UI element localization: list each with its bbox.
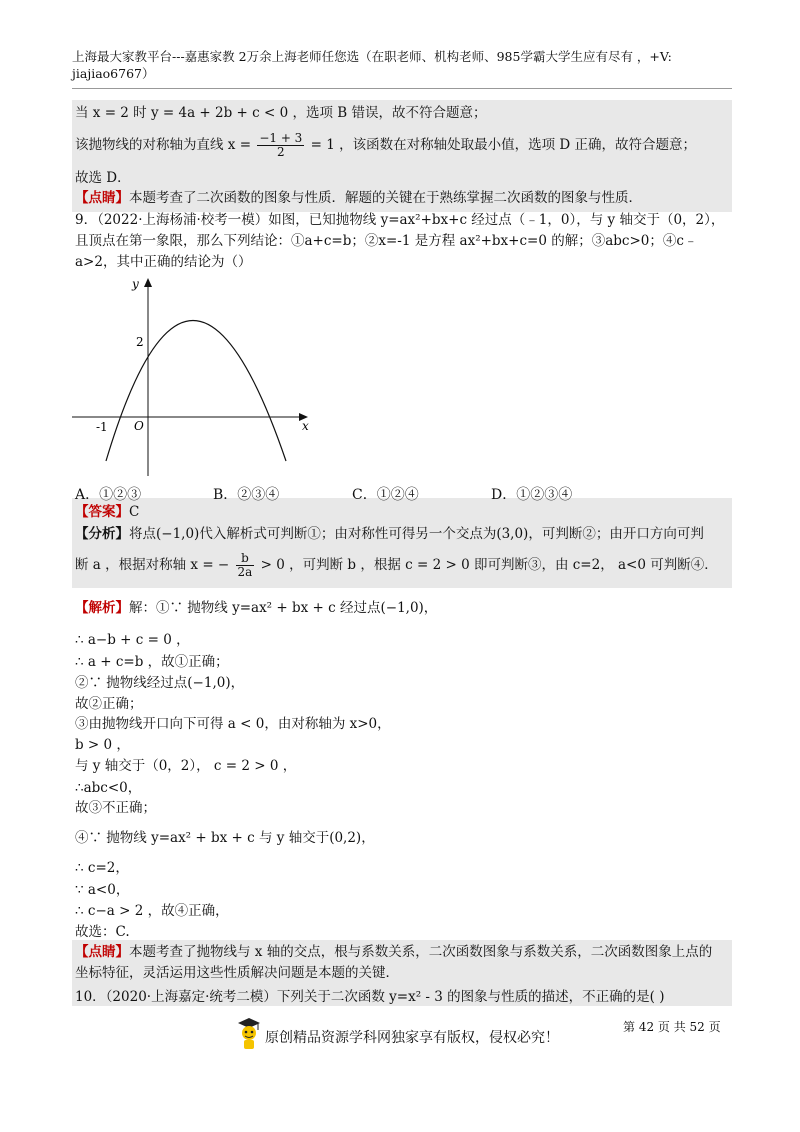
q9-analysis-1: 【分析】将点(−1,0)代入解析式可判断①；由对称性可得另一个交点为(3,0)，可判断②；由开口方向可判: [75, 526, 704, 542]
q9-solution-11: ④∵ 抛物线 y=ax² + bx + c 与 y 轴交于(0,2)，: [75, 830, 375, 846]
page-header: 上海最大家教平台---嘉惠家教 2万余上海老师任您选（在职老师、机构老师、985学霸大学生应有尽有 ，+V: jiajiao6767）: [72, 49, 672, 81]
prev-comment: 【点睛】本题考查了二次函数的图象与性质．解题的关键在于熟练掌握二次函数的图象与性质．: [75, 190, 642, 206]
q9-solution-9: ∴abc<0，: [75, 780, 142, 796]
option-a: A．①②③: [75, 487, 142, 503]
y-tick-label: 2: [136, 335, 144, 349]
parabola-curve: [106, 321, 286, 462]
q9-solution-6: ③由抛物线开口向下可得 a < 0，由对称轴为 x>0，: [75, 716, 391, 732]
page-number: 第 42 页 共 52 页: [623, 1020, 721, 1034]
copyright-notice: 原创精品资源学科网独家享有版权，侵权必究！: [265, 1030, 559, 1046]
q9-answer: 【答案】C: [75, 504, 140, 520]
option-b: B．②③④: [213, 487, 280, 503]
prev-line-2: 该抛物线的对称轴为直线 x = $\frac{-1 + 3}{2}$ = 1 ，该函数在对称轴处取最小值，选项 D 正确，故符合题意；: [75, 131, 697, 159]
q9-solution-3: ∴ a + c=b ，故①正确；: [75, 654, 229, 670]
q9-solution-4: ②∵ 抛物线经过点(−1,0)，: [75, 675, 245, 691]
q9-solution-13: ∵ a<0，: [75, 882, 130, 898]
q9-solution-14: ∴ c−a > 2 ，故④正确，: [75, 903, 229, 919]
x-tick-label: -1: [96, 420, 108, 434]
header-rule: [72, 88, 732, 89]
q9-solution-2: ∴ a−b + c = 0 ，: [75, 632, 190, 648]
q9-solution-5: 故②正确；: [75, 696, 143, 712]
q10-stem: 10．（2020·上海嘉定·统考二模）下列关于二次函数 y=x² - 3 的图象与性质的描述，不正确的是( ): [75, 989, 665, 1005]
q9-solution-12: ∴ c=2，: [75, 860, 129, 876]
prev-line-3: 故选 D．: [75, 170, 131, 186]
parabola-graph: [70, 276, 320, 481]
option-c: C．①②④: [352, 487, 419, 503]
y-axis-arrow: [144, 278, 152, 287]
q9-solution-8: 与 y 轴交于（0，2）， c = 2 > 0 ，: [75, 758, 297, 774]
q9-solution-15: 故选：C.: [75, 924, 130, 940]
y-axis-label: y: [132, 277, 139, 291]
fraction-symmetry: $\frac{b}{2a}$: [237, 551, 253, 579]
q9-stem: 9．（2022·上海杨浦·校考一模）如图，已知抛物线 y=ax²+bx+c 经过点（﹣1，0），与 y 轴交于（0，2），且顶点在第一象限，那么下列结论：①a+c=b；②x=-1 是方程 ax²+bx+c=0 的解；③abc>0；④c﹣a>2，其中正确的结论为（）: [75, 212, 725, 270]
q9-analysis-2: 断 a ，根据对称轴 x = − $\frac{b}{2a}$ > 0 ，可判断 b ，根据 c = 2 > 0 即可判断③，由 c=2， a<0 可判断④．: [75, 551, 718, 579]
q9-solution-1: 【解析】解：①∵ 抛物线 y=ax² + bx + c 经过点(−1,0)，: [75, 600, 438, 616]
prev-line-1: 当 x = 2 时 y = 4a + 2b + c < 0 ，选项 B 错误，故不符合题意；: [75, 105, 487, 121]
q9-solution-7: b > 0 ，: [75, 737, 130, 753]
option-d: D．①②③④: [491, 487, 573, 503]
origin-label: O: [134, 419, 144, 433]
q9-solution-10: 故③不正确；: [75, 800, 156, 816]
mascot-icon: [236, 1016, 262, 1050]
fraction-axis: $\frac{-1 + 3}{2}$: [259, 131, 303, 159]
q9-comment: 【点睛】本题考查了抛物线与 x 轴的交点，根与系数关系，二次函数图象与系数关系，二次函数图象上点的坐标特征，灵活运用这些性质解决问题是本题的关键．: [75, 944, 713, 981]
x-axis-label: x: [302, 419, 309, 433]
